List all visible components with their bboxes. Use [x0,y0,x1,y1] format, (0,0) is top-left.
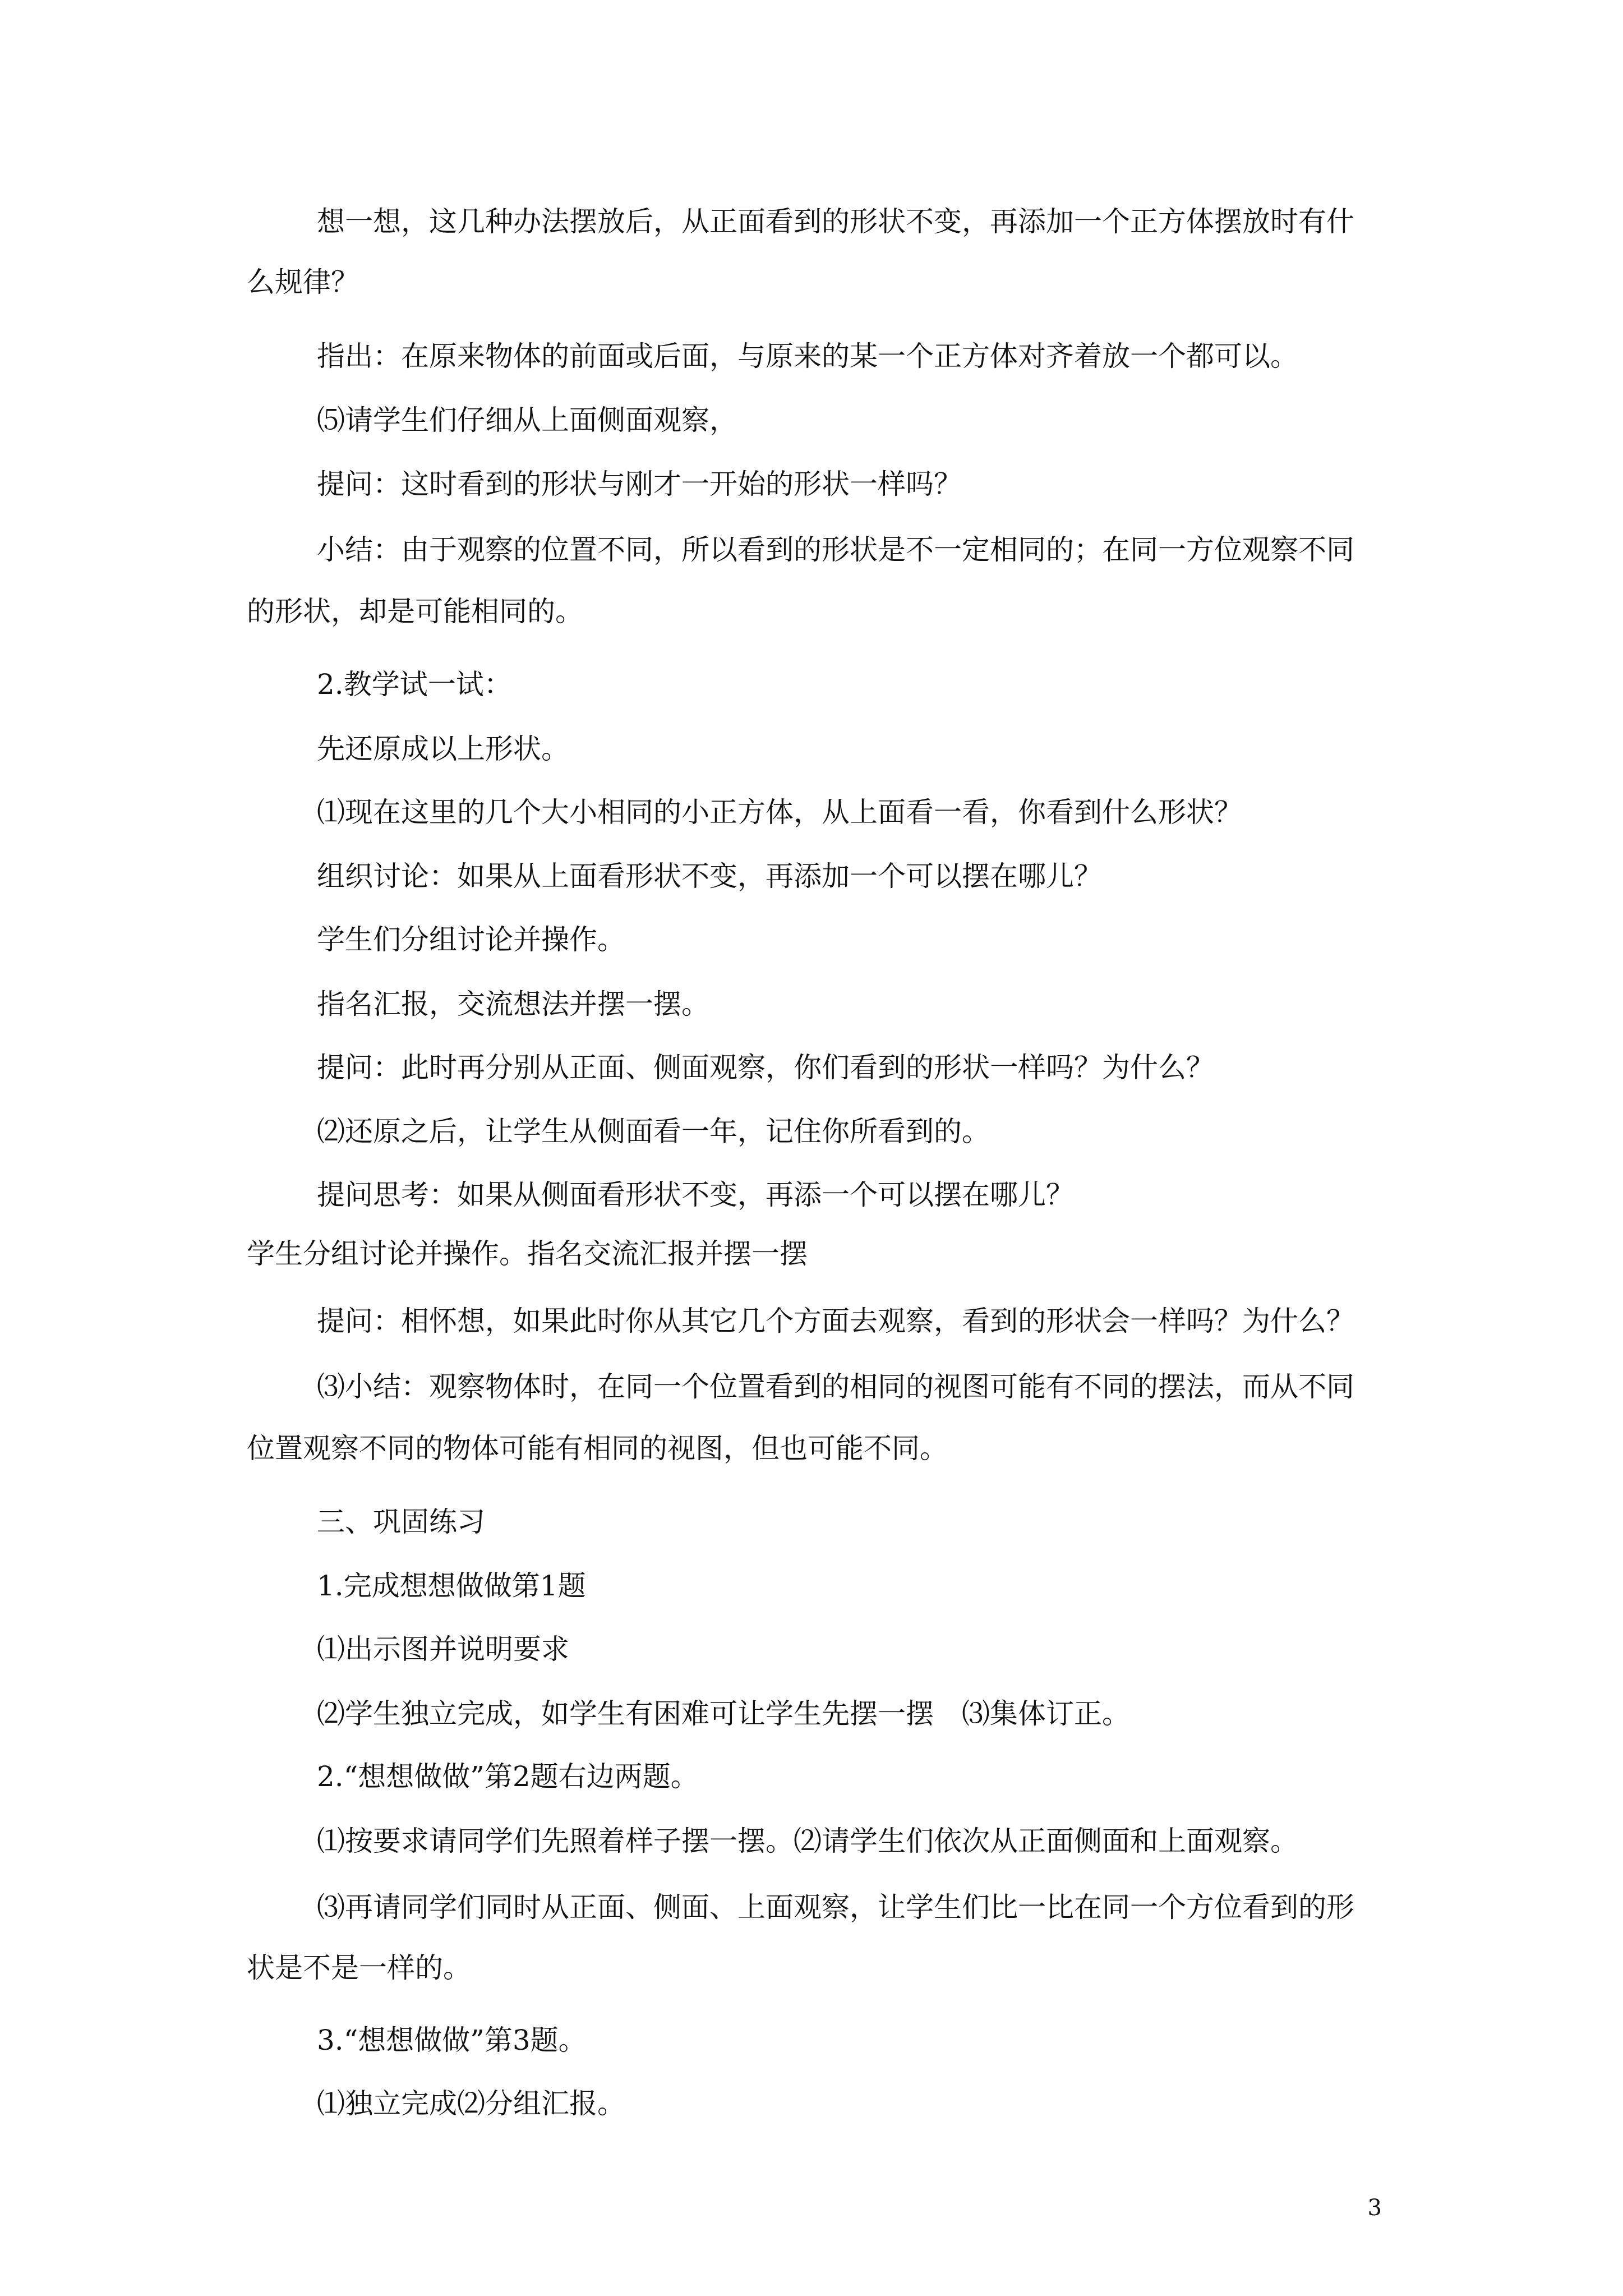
paragraph-line: 提问思考：如果从侧面看形状不变，再添一个可以摆在哪儿？ [317,1179,1074,1211]
paragraph-line: 么规律？ [247,266,359,298]
paragraph-line: ⑴独立完成⑵分组汇报。 [317,2087,625,2120]
paragraph-line: 指出：在原来物体的前面或后面，与原来的某一个正方体对齐着放一个都可以。 [317,340,1298,372]
paragraph-line: 想一想，这几种办法摆放后，从正面看到的形状不变，再添加一个正方体摆放时有什 [317,205,1354,238]
section-heading: 2.教学试一试： [317,668,512,701]
paragraph-line: 学生们分组讨论并操作。 [317,923,625,956]
paragraph-line: ⑵还原之后，让学生从侧面看一年，记住你所看到的。 [317,1115,990,1148]
paragraph-line: 的形状，却是可能相同的。 [247,595,583,628]
section-heading: 三、巩固练习 [317,1506,485,1538]
paragraph-line: 提问：这时看到的形状与刚才一开始的形状一样吗？ [317,468,962,500]
paragraph-line: 提问：此时再分别从正面、侧面观察，你们看到的形状一样吗？为什么？ [317,1051,1214,1084]
paragraph-line: ⑶小结：观察物体时，在同一个位置看到的相同的视图可能有不同的摆法，而从不同 [317,1370,1354,1403]
section-heading: 2.“想想做做”第2题右边两题。 [317,1760,699,1793]
paragraph-line: 组织讨论：如果从上面看形状不变，再添加一个可以摆在哪儿？ [317,860,1102,892]
paragraph-line: 提问：相怀想，如果此时你从其它几个方面去观察，看到的形状会一样吗？为什么？ [317,1305,1354,1337]
paragraph-line: 状是不是一样的。 [247,1952,471,1984]
paragraph-line: 位置观察不同的物体可能有相同的视图，但也可能不同。 [247,1432,948,1465]
paragraph-line: 学生分组讨论并操作。指名交流汇报并摆一摆 [247,1237,808,1270]
paragraph-line: ⑴现在这里的几个大小相同的小正方体，从上面看一看，你看到什么形状？ [317,796,1242,829]
paragraph-line: ⑴按要求请同学们先照着样子摆一摆。⑵请学生们依次从正面侧面和上面观察。 [317,1825,1298,1857]
paragraph-line: ⑴出示图并说明要求 [317,1633,569,1665]
paragraph-line: ⑶再请同学们同时从正面、侧面、上面观察，让学生们比一比在同一个方位看到的形 [317,1891,1354,1924]
paragraph-line: 指名汇报，交流想法并摆一摆。 [317,988,709,1020]
paragraph-line: 先还原成以上形状。 [317,733,569,765]
paragraph-line: ⑵学生独立完成，如学生有困难可让学生先摆一摆 ⑶集体订正。 [317,1697,1130,1730]
section-heading: 3.“想想做做”第3题。 [317,2024,587,2056]
section-heading: 1.完成想想做做第1题 [317,1570,586,1602]
paragraph-line: ⑸请学生们仔细从上面侧面观察， [317,404,737,436]
paragraph-line: 小结：由于观察的位置不同，所以看到的形状是不一定相同的；在同一方位观察不同 [317,533,1354,566]
page-number: 3 [1367,2195,1382,2221]
